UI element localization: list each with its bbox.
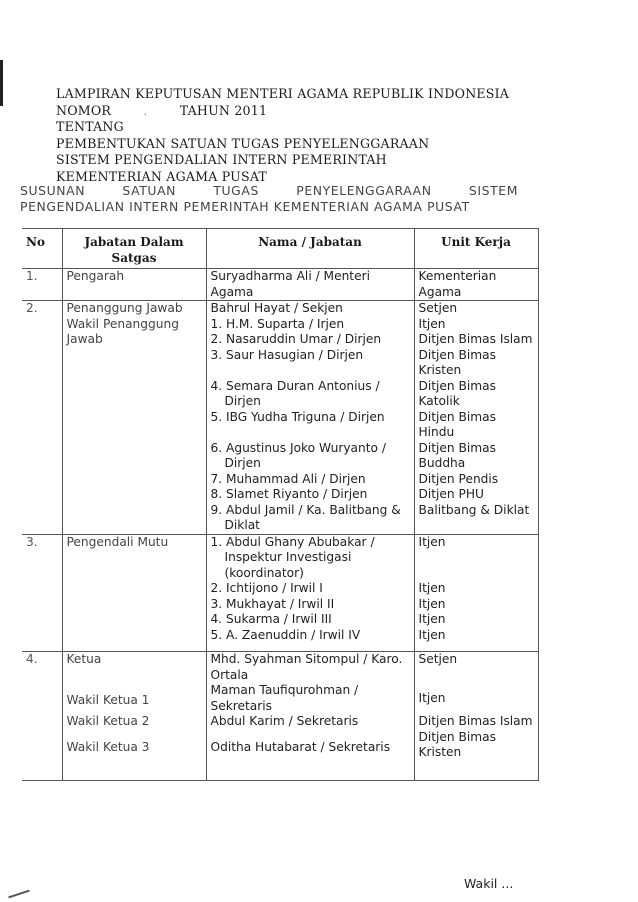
table-header-row bbox=[22, 229, 538, 269]
table-row: 5. A. Zaenuddin / Irwil IV Itjen bbox=[22, 628, 538, 644]
col-header-jabatan: Jabatan Dalam Satgas bbox=[62, 229, 206, 269]
table-row: 4. Sukarma / Irwil III Itjen bbox=[22, 612, 538, 628]
table-row: 2. Nasaruddin Umar / Dirjen Ditjen Bimas Islam bbox=[22, 332, 538, 348]
table-row: Wakil Ketua 3 Oditha Hutabarat / Sekretaris Ditjen Bimas Kristen bbox=[22, 730, 538, 781]
satgas-table bbox=[22, 228, 539, 781]
table-row: 2. Ichtijono / Irwil I Itjen bbox=[22, 581, 538, 597]
document-header bbox=[56, 86, 576, 185]
header-tentang: TENTANG bbox=[56, 119, 124, 134]
header-subject-3: KEMENTERIAN AGAMA PUSAT bbox=[56, 168, 268, 184]
table-row: 1. Pengarah Suryadharma Ali / Menteri Agama Kementerian Agama bbox=[22, 269, 538, 301]
table-row: 4. Ketua Mhd. Syahman Sitompul / Karo. Ortala Setjen bbox=[22, 652, 538, 684]
table-row: Wakil Ketua 2 Abdul Karim / Sekretaris Ditjen Bimas Islam bbox=[22, 714, 538, 730]
section-title-line2: PENGENDALIAN INTERN PEMERINTAH KEMENTERIAN AGAMA PUSAT bbox=[20, 199, 470, 214]
table-row: 8. Slamet Riyanto / Dirjen Ditjen PHU bbox=[22, 487, 538, 503]
table-row: 4. Semara Duran Antonius / Dirjen Ditjen Bimas Katolik bbox=[22, 379, 538, 410]
page-continuation: Wakil ... bbox=[464, 876, 514, 891]
table-row: 3. Mukhayat / Irwil II Itjen bbox=[22, 597, 538, 613]
table-row: 1. H.M. Suparta / Irjen Itjen bbox=[22, 317, 538, 333]
section-title-line1: SUSUNAN SATUAN TUGAS PENYELENGGARAAN SISTEM bbox=[20, 183, 518, 198]
header-title: LAMPIRAN KEPUTUSAN MENTERI AGAMA REPUBLIK INDONESIA bbox=[56, 86, 510, 101]
col-header-nama: Nama / Jabatan bbox=[206, 229, 414, 269]
table-row: Wakil Ketua 1 Maman Taufiqurohman / Sekretaris Itjen bbox=[22, 683, 538, 714]
col-header-unit: Unit Kerja bbox=[414, 229, 538, 269]
table-row: 7. Muhammad Ali / Dirjen Ditjen Pendis bbox=[22, 472, 538, 488]
table-row: 6. Agustinus Joko Wuryanto / Dirjen Ditjen Bimas Buddha bbox=[22, 441, 538, 472]
table-spacer-row bbox=[22, 643, 538, 652]
section-title bbox=[20, 183, 530, 215]
table-row: 5. IBG Yudha Triguna / Dirjen Ditjen Bimas Hindu bbox=[22, 410, 538, 441]
scan-edge-mark bbox=[0, 60, 3, 106]
table-row: 9. Abdul Jamil / Ka. Balitbang & Diklat Balitbang & Diklat bbox=[22, 503, 538, 535]
jabatan-penanggung-jawab: Penanggung Jawab Wakil Penanggung Jawab bbox=[62, 301, 206, 535]
table-row: 3. Saur Hasugian / Dirjen Ditjen Bimas Kristen bbox=[22, 348, 538, 379]
table-row: 2. Penanggung Jawab Wakil Penanggung Jawab Bahrul Hayat / Sekjen Setjen bbox=[22, 301, 538, 317]
header-subject-2: SISTEM PENGENDALIAN INTERN PEMERINTAH bbox=[56, 152, 387, 167]
header-subject-1: PEMBENTUKAN SATUAN TUGAS PENYELENGGARAAN bbox=[56, 135, 430, 151]
scan-corner-mark bbox=[8, 890, 30, 899]
header-nomor: NOMOR . TAHUN 2011 bbox=[56, 102, 268, 118]
table-row: 3. Pengendali Mutu 1. Abdul Ghany Abubakar / Inspektur Investigasi (koordinator) Itjen bbox=[22, 534, 538, 581]
col-header-no: No bbox=[22, 229, 62, 269]
